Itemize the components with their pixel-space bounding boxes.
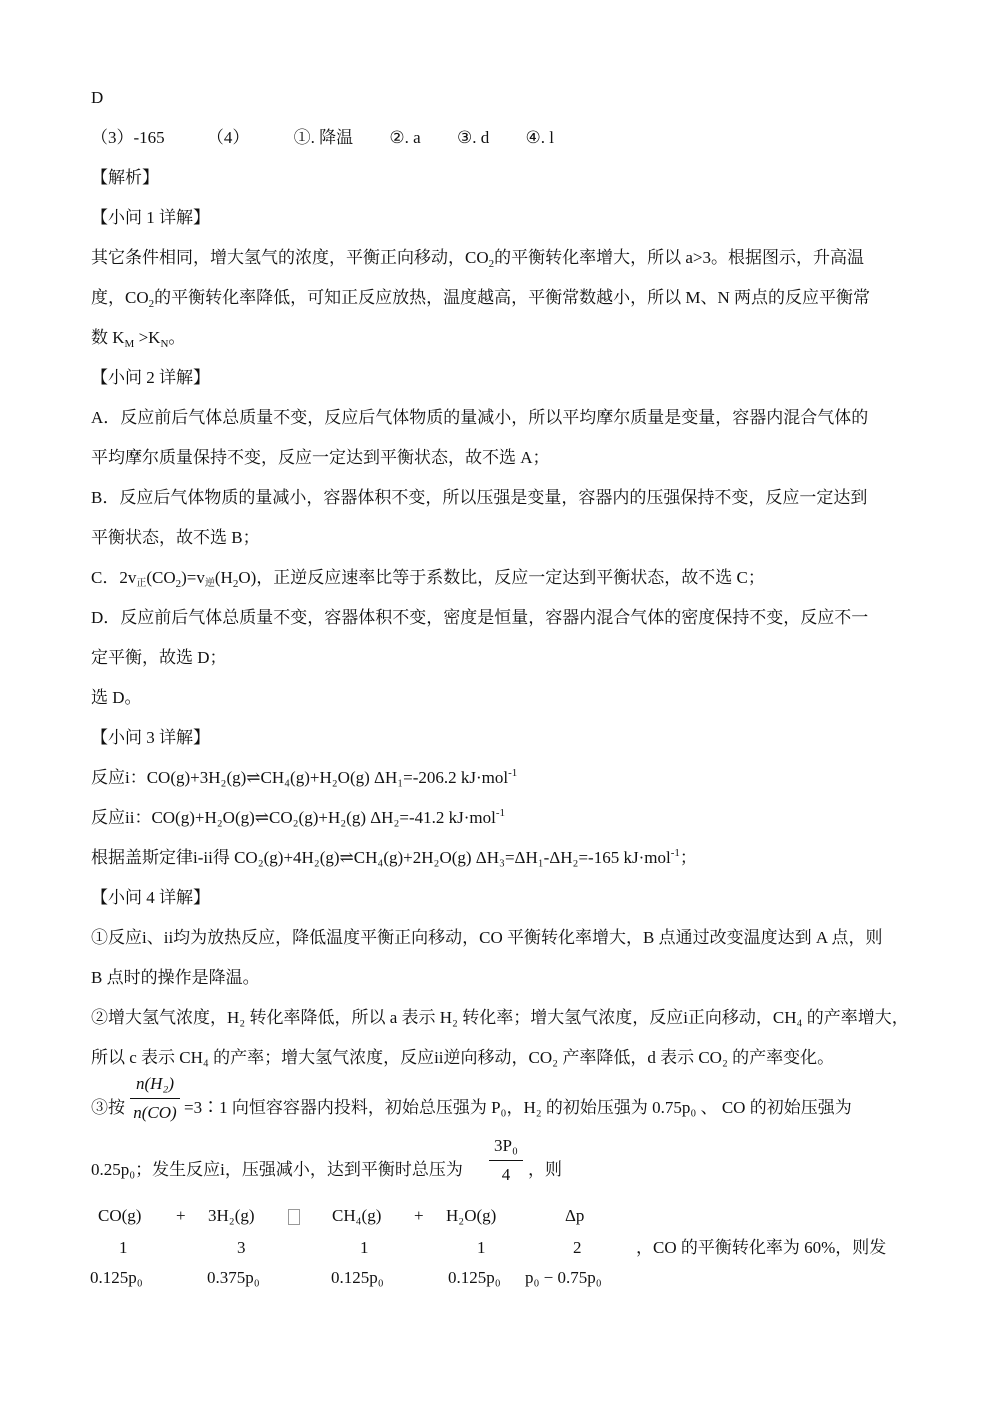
fraction-denominator: 4 <box>501 1165 511 1184</box>
q1-text: 度，CO <box>91 288 149 307</box>
table-coef-h2: 3 <box>237 1238 246 1257</box>
table-species-ch4: CH₄(g) <box>332 1206 382 1225</box>
q3-text: 反应ii：CO(g)+H₂O(g)⇌CO₂(g)+H₂(g) ΔH₂=-41.2 kJ·mol <box>91 808 496 827</box>
table-eq-h2o: 0.125p₀ <box>448 1268 501 1287</box>
pressure-fraction <box>489 1134 523 1187</box>
table-row2-tail: ，CO 的平衡转化率为 60%，则发 <box>636 1238 887 1257</box>
table-coef-dp: 2 <box>573 1238 582 1257</box>
q3-text: 根据盖斯定律i-ii得 CO₂(g)+4H₂(g)⇌CH₄(g)+2H₂O(g) ΔH₃=ΔH₁-ΔH₂=-165 kJ·mol <box>91 848 671 867</box>
table-species-h2o: H₂O(g) <box>446 1206 497 1225</box>
table-coef-h2o: 1 <box>477 1238 486 1257</box>
table-eq-ch4: 0.125p₀ <box>331 1268 384 1287</box>
answer-line-3-4 <box>91 126 911 150</box>
table-eq-co: 0.125p₀ <box>90 1268 143 1287</box>
superscript: -1 <box>670 847 680 859</box>
q1-text: 的平衡转化率降低，可知正反应放热，温度越高，平衡常数越小，所以 M、N 两点的反应平衡常 <box>154 288 871 307</box>
subscript: 逆 <box>204 578 215 589</box>
q4-para1-line1: ①反应i、ii均为放热反应，降低温度平衡正向移动，CO 平衡转化率增大，B 点通过改变温度达到 A 点，则 <box>91 928 883 947</box>
subscript: M <box>124 338 135 350</box>
q1-text: 。 <box>168 328 186 347</box>
q1-para-line1 <box>91 246 864 272</box>
answer-q4-3: ③. d <box>456 128 490 147</box>
table-species-co: CO(g) <box>98 1206 142 1225</box>
answer-q3: （3）-165 <box>91 128 165 147</box>
fraction-bar <box>130 1098 180 1099</box>
q1-heading: 【小问 1 详解】 <box>91 208 210 227</box>
subscript: 正 <box>136 578 147 589</box>
q4-para3-text: =3∶1 向恒容容器内投料，初始总压强为 P₀，H₂ 的初始压强为 0.75p₀ 、 CO 的初始压强为 <box>184 1098 852 1117</box>
q2-option-a-line2: 平均摩尔质量保持不变，反应一定达到平衡状态，故不选 A； <box>91 448 550 467</box>
q1-para-line2 <box>91 286 870 312</box>
subscript: N <box>160 338 169 350</box>
q3-heading: 【小问 3 详解】 <box>91 728 210 747</box>
superscript: -1 <box>495 807 506 819</box>
subscript: 2 <box>488 258 495 270</box>
q3-text: ； <box>679 848 697 867</box>
q4-para1-line2: B 点时的操作是降温。 <box>91 968 260 987</box>
fraction-bar <box>489 1160 523 1161</box>
q4-para4-suffix: ，则 <box>528 1160 562 1179</box>
answer-q4-label: （4） <box>206 128 250 147</box>
answer-q4-2: ②. a <box>389 128 421 147</box>
q2-option-b-line1: B．反应后气体物质的量减小，容器体积不变，所以压强是变量，容器内的压强保持不变，反应一定达到 <box>91 488 868 507</box>
q2-conclusion: 选 D。 <box>91 688 142 707</box>
q1-text: 数 K <box>91 328 125 347</box>
q2-option-c <box>91 566 765 593</box>
table-delta-p: Δp <box>565 1206 585 1225</box>
fraction-denominator: n(CO) <box>133 1103 177 1122</box>
subscript: 2 <box>175 578 182 590</box>
q2-text: O)，正逆反应速率比等于系数比，反应一定达到平衡状态，故不选 C； <box>238 568 765 587</box>
q3-reaction-ii <box>91 806 505 832</box>
q1-text: 的平衡转化率增大，所以 a>3。根据图示，升高温 <box>494 248 865 267</box>
ratio-fraction <box>130 1072 180 1125</box>
table-plus: + <box>414 1206 424 1225</box>
q1-text: >K <box>134 328 161 347</box>
q2-option-d-line2: 定平衡，故选 D； <box>91 648 227 667</box>
q1-text: 其它条件相同，增大氢气的浓度，平衡正向移动，CO <box>91 248 489 267</box>
q3-text: 反应i：CO(g)+3H₂(g)⇌CH₄(g)+H₂O(g) ΔH₁=-206.2 kJ·mol <box>91 768 509 787</box>
q2-text: )=v <box>181 568 205 587</box>
q2-heading: 【小问 2 详解】 <box>91 368 210 387</box>
table-eq-h2: 0.375p₀ <box>207 1268 260 1287</box>
table-coef-co: 1 <box>119 1238 128 1257</box>
q2-text: (CO <box>146 568 176 587</box>
table-coef-ch4: 1 <box>360 1238 369 1257</box>
fraction-numerator: 3P₀ <box>494 1136 518 1155</box>
fraction-numerator: n(H₂) <box>135 1074 174 1093</box>
subscript: 2 <box>232 578 239 590</box>
q4-para2-line1: ②增大氢气浓度，H₂ 转化率降低，所以 a 表示 H₂ 转化率；增大氢气浓度，反应i正向移动，CH₄ 的产率增大， <box>91 1008 909 1027</box>
q4-para3-prefix: ③按 <box>91 1098 125 1117</box>
q2-option-b-line2: 平衡状态，故不选 B； <box>91 528 260 547</box>
q3-hess-law <box>91 846 697 872</box>
q3-reaction-i <box>91 766 517 792</box>
answer-line-d: D <box>91 88 104 107</box>
q2-option-d-line1: D．反应前后气体总质量不变，容器体积不变，密度是恒量，容器内混合气体的密度保持不变，反应不一 <box>91 608 869 627</box>
q2-text: C．2v <box>91 568 137 587</box>
subscript: 2 <box>148 298 155 310</box>
answer-q4-1: ①. 降温 <box>293 128 354 147</box>
q4-heading: 【小问 4 详解】 <box>91 888 210 907</box>
superscript: -1 <box>508 767 518 779</box>
q2-text: (H <box>214 568 233 587</box>
q4-para2-line2: 所以 c 表示 CH₄ 的产率；增大氢气浓度，反应ii逆向移动，CO₂ 产率降低，d 表示 CO₂ 的产率变化。 <box>91 1048 835 1067</box>
q2-option-a-line1: A．反应前后气体总质量不变，反应后气体物质的量减小，所以平均摩尔质量是变量，容器内混合气体的 <box>91 408 869 427</box>
equilibrium-arrow-icon <box>288 1204 300 1228</box>
table-plus: + <box>176 1206 186 1225</box>
q1-para-line3 <box>91 326 185 352</box>
answer-q4-4: ④. l <box>525 128 554 147</box>
analysis-heading: 【解析】 <box>91 168 159 187</box>
table-species-h2: 3H₂(g) <box>208 1206 255 1225</box>
q4-para4-prefix: 0.25p₀；发生反应i，压强减小，达到平衡时总压为 <box>91 1160 463 1179</box>
table-eq-dp: p₀ − 0.75p₀ <box>525 1268 602 1287</box>
